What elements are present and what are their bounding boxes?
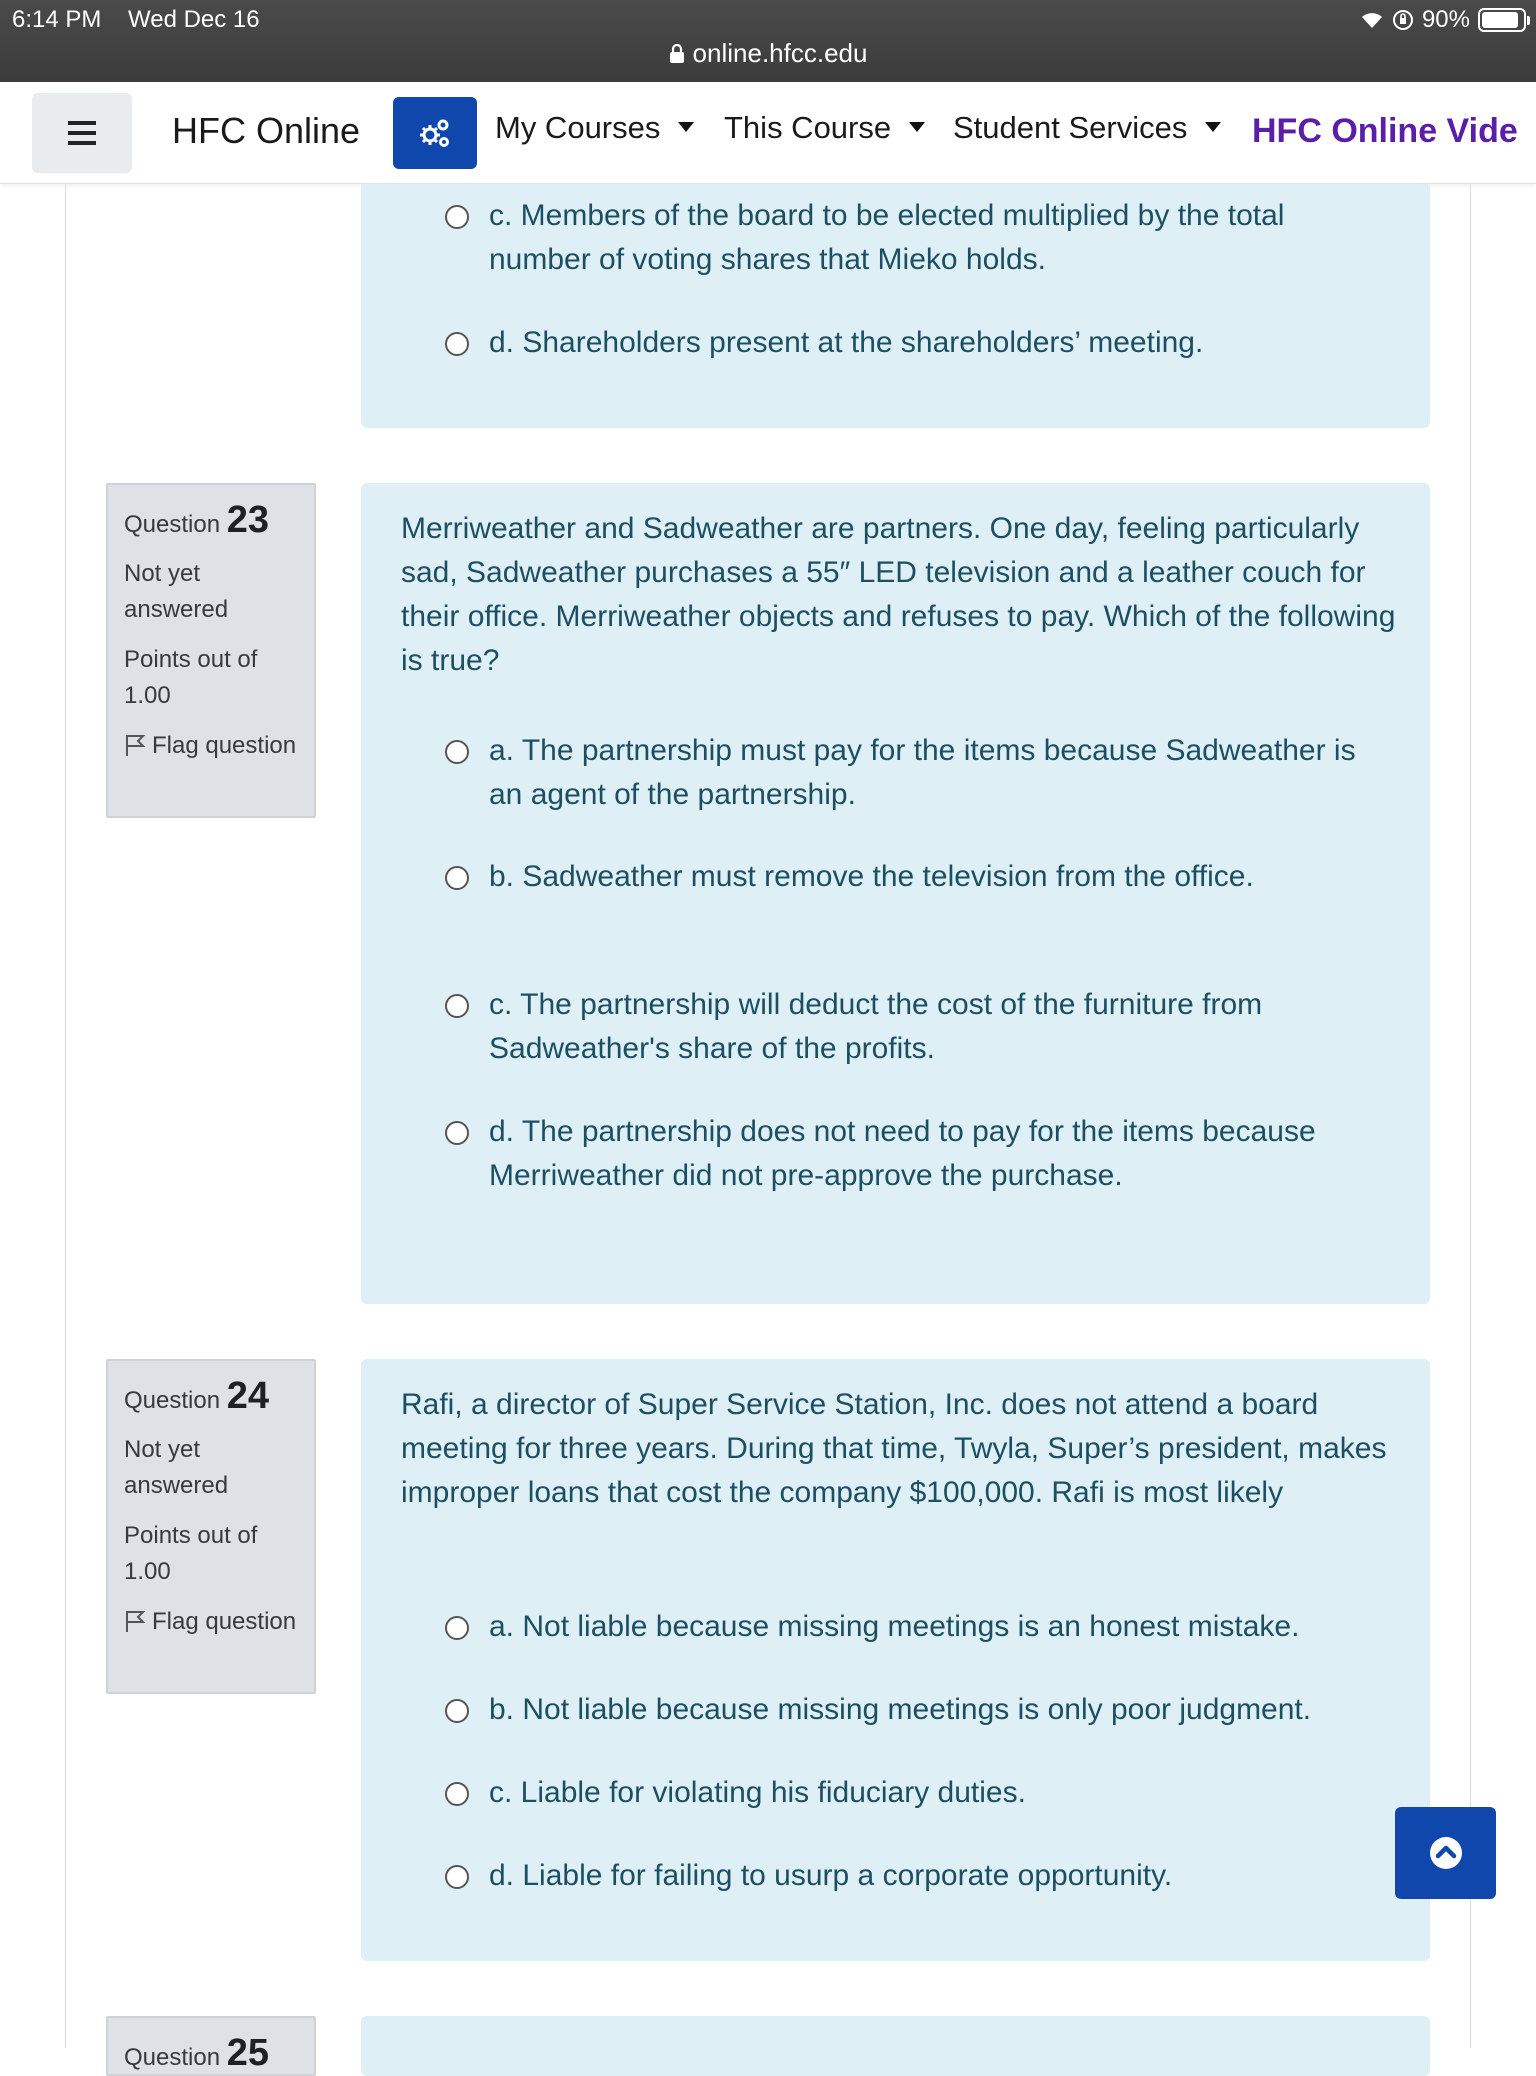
- radio-button[interactable]: [445, 1782, 469, 1806]
- top-navbar: [0, 82, 1536, 184]
- flag-question-toggle[interactable]: [124, 1604, 298, 1640]
- answer-option[interactable]: [413, 321, 1393, 365]
- caret-down-icon: [1205, 122, 1221, 132]
- flag-icon: [124, 733, 146, 757]
- answer-label: b. Not liable because missing meetings is only poor judgment.: [489, 1693, 1312, 1726]
- question-text: Rafi, a director of Super Service Station, Inc. does not attend a board meeting for three years. During that time, Twyla, Super’s president, makes improper loans that cost the company $100,000. Rafi is most likely: [401, 1388, 1387, 1509]
- question-state: Not yet answered: [124, 1436, 229, 1499]
- status-bar: [0, 0, 1536, 82]
- question-number-value: 23: [226, 499, 270, 541]
- question-23-content: [361, 483, 1430, 1304]
- status-date: Wed Dec 16: [128, 6, 260, 33]
- radio-button[interactable]: [445, 740, 469, 764]
- battery-fill: [1482, 12, 1518, 28]
- nav-hfc-online-videos-link[interactable]: HFC Online Vide: [1252, 112, 1518, 150]
- caret-down-icon: [678, 122, 694, 132]
- wifi-icon: [1360, 10, 1384, 30]
- flag-question-label: Flag question: [152, 1608, 297, 1635]
- battery-percent: 90%: [1421, 6, 1470, 33]
- answer-label: d. Shareholders present at the shareholders’ meeting.: [489, 326, 1204, 359]
- status-indicators: [1360, 6, 1526, 34]
- flag-icon: [124, 1609, 146, 1633]
- answer-option[interactable]: [413, 1854, 1393, 1898]
- back-to-top-button[interactable]: [1395, 1807, 1496, 1899]
- question-22-content: [361, 184, 1430, 428]
- answer-label: d. Liable for failing to usurp a corporate opportunity.: [489, 1859, 1173, 1892]
- question-number-value: 24: [226, 1375, 270, 1417]
- answer-option[interactable]: [413, 1771, 1393, 1815]
- question-number: [124, 499, 298, 542]
- flag-question-label: Flag question: [152, 732, 297, 759]
- question-grade: Points out of 1.00: [124, 1522, 258, 1585]
- answer-label: d. The partnership does not need to pay for the items because Merriweather did not pre-approve the purchase.: [489, 1115, 1316, 1192]
- flag-question-toggle[interactable]: [124, 728, 298, 764]
- radio-button[interactable]: [445, 1865, 469, 1889]
- answer-label: c. Members of the board to be elected multiplied by the total number of voting shares that Mieko holds.: [489, 199, 1285, 276]
- radio-button[interactable]: [445, 1121, 469, 1145]
- radio-button[interactable]: [445, 1699, 469, 1723]
- question-label: Question: [124, 1387, 221, 1414]
- answer-label: a. Not liable because missing meetings is an honest mistake.: [489, 1610, 1300, 1643]
- status-time: 6:14 PM: [12, 6, 102, 33]
- nav-student-services-label: Student Services: [953, 110, 1188, 145]
- lock-icon: [669, 44, 685, 64]
- answer-option[interactable]: [413, 1605, 1393, 1649]
- nav-my-courses-dropdown[interactable]: [495, 110, 694, 146]
- answer-label: c. The partnership will deduct the cost of the furniture from Sadweather's share of the profits.: [489, 988, 1263, 1065]
- menu-toggle-button[interactable]: [32, 93, 132, 173]
- radio-button[interactable]: [445, 994, 469, 1018]
- question-24-info: [106, 1359, 316, 1694]
- answer-option[interactable]: [413, 855, 1393, 899]
- nav-my-courses-label: My Courses: [495, 110, 661, 145]
- radio-button[interactable]: [445, 332, 469, 356]
- question-25-content: [361, 2016, 1430, 2076]
- arrow-up-circle-icon: [1429, 1836, 1463, 1870]
- nav-this-course-label: This Course: [724, 110, 892, 145]
- question-number: [124, 2032, 298, 2075]
- question-number: [124, 1375, 298, 1418]
- question-24-content: [361, 1359, 1430, 1961]
- orientation-lock-icon: [1392, 9, 1414, 31]
- answer-option[interactable]: [413, 1110, 1393, 1198]
- question-23-info: [106, 483, 316, 818]
- question-number-value: 25: [226, 2032, 270, 2074]
- url-bar[interactable]: [0, 38, 1536, 69]
- question-25-info: [106, 2016, 316, 2076]
- caret-down-icon: [909, 122, 925, 132]
- answer-option[interactable]: [413, 983, 1393, 1071]
- answer-label: a. The partnership must pay for the items because Sadweather is an agent of the partnership.: [489, 734, 1356, 811]
- answer-option[interactable]: [413, 729, 1393, 817]
- hamburger-icon: [68, 120, 96, 146]
- gears-icon: [418, 117, 452, 149]
- battery-icon: [1478, 8, 1526, 32]
- question-text: Merriweather and Sadweather are partners. One day, feeling particularly sad, Sadweather purchases a 55″ LED television and a leather couch for their office. Merriweather objects and refuses to pay. Which of the following is true?: [401, 512, 1396, 677]
- question-grade: Points out of 1.00: [124, 646, 258, 709]
- question-state: Not yet answered: [124, 560, 229, 623]
- site-brand-link[interactable]: HFC Online: [172, 110, 361, 151]
- radio-button[interactable]: [445, 205, 469, 229]
- answer-label: b. Sadweather must remove the television from the office.: [489, 860, 1254, 893]
- question-label: Question: [124, 2044, 221, 2071]
- answer-label: c. Liable for violating his fiduciary duties.: [489, 1776, 1026, 1809]
- radio-button[interactable]: [445, 866, 469, 890]
- nav-this-course-dropdown[interactable]: [724, 110, 925, 146]
- answer-option[interactable]: [413, 1688, 1393, 1732]
- nav-student-services-dropdown[interactable]: [953, 110, 1221, 146]
- question-label: Question: [124, 511, 221, 538]
- radio-button[interactable]: [445, 1616, 469, 1640]
- settings-button[interactable]: [393, 97, 477, 169]
- url-text: online.hfcc.edu: [692, 38, 868, 68]
- answer-option[interactable]: [413, 194, 1393, 282]
